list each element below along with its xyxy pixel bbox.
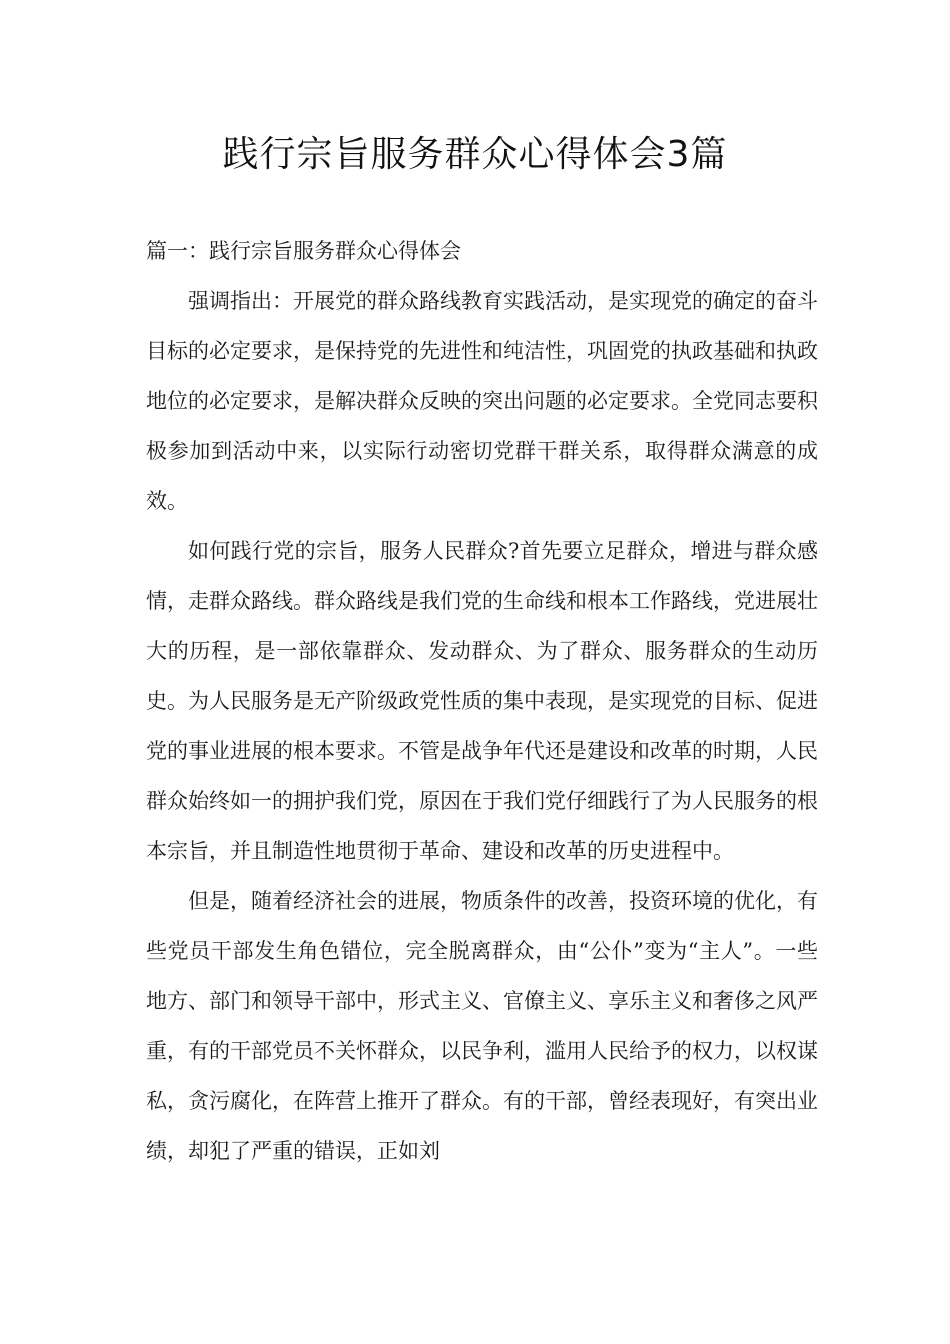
paragraph-3: 但是，随着经济社会的进展，物质条件的改善，投资环境的优化，有些党员干部发生角色错位，完全脱离群众，由“公仆”变为“主人”。一些地方、部门和领导干部中，形式主义、官僚主义、享乐主义和奢侈之风严重，有的干部党员不关怀群众，以民争利，滥用人民给予的权力，以权谋私，贪污腐化，在阵营上推开了群众。有的干部，曾经表现好，有突出业绩，却犯了严重的错误，正如刘 bbox=[146, 889, 818, 1163]
document-body bbox=[146, 226, 818, 1176]
document-title: 践行宗旨服务群众心得体会3篇 bbox=[222, 134, 728, 175]
section-heading: 篇一：践行宗旨服务群众心得体会 bbox=[146, 239, 461, 263]
paragraph-2: 如何践行党的宗旨，服务人民群众?首先要立足群众，增进与群众感情，走群众路线。群众路线是我们党的生命线和根本工作路线，党进展壮大的历程，是一部依靠群众、发动群众、为了群众、服务群众的生动历史。为人民服务是无产阶级政党性质的集中表现，是实现党的目标、促进党的事业进展的根本要求。不管是战争年代还是建设和改革的时期，人民群众始终如一的拥护我们党，原因在于我们党仔细践行了为人民服务的根本宗旨，并且制造性地贯彻于革命、建设和改革的历史进程中。 bbox=[146, 539, 818, 863]
paragraph-1: 强调指出：开展党的群众路线教育实践活动，是实现党的确定的奋斗目标的必定要求，是保持党的先进性和纯洁性，巩固党的执政基础和执政地位的必定要求，是解决群众反映的突出问题的必定要求。全党同志要积极参加到活动中来，以实际行动密切党群干群关系，取得群众满意的成效。 bbox=[146, 289, 818, 513]
